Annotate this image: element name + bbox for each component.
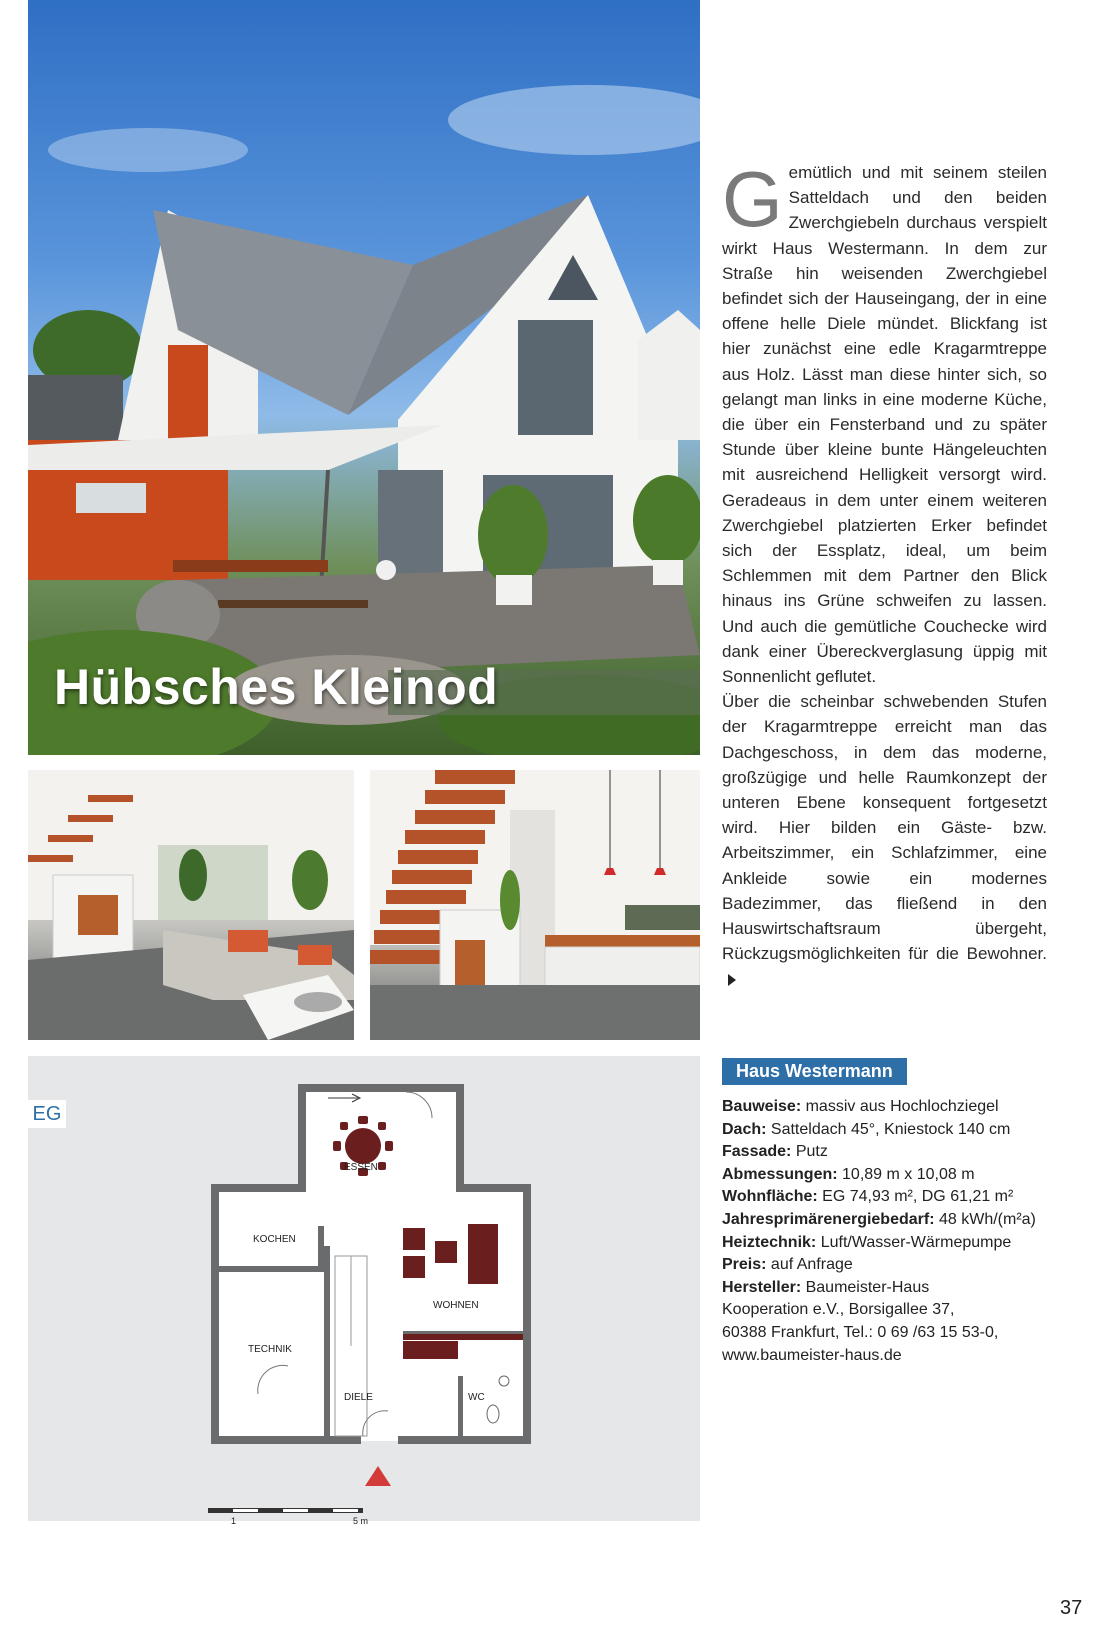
- info-row: [722, 1141, 1052, 1164]
- article-paragraph-1: emütlich und mit seinem steilen Satteldach und den beiden Zwerchgiebeln durchaus verspielt wirkt Haus Westermann. In dem zur Straße hin weisenden Zwerchgiebel befindet sich der Hauseingang, der in eine offene helle Diele mündet. Blickfang ist hier zunächst eine edle Kragarmtreppe aus Holz. Lässt man diese hinter sich, so gelangt man links in eine moderne Küche, die über ein Fensterband und zu später Stunde über kleine bunte Hängeleuchten mit ausreichend Helligkeit versorgt wird. Geradeaus in dem unter einem weiteren Zwerchgiebel platzierten Erker befindet sich der Essplatz, ideal, um beim Schlemmen mit dem Partner den Blick hinaus ins Grüne schweifen zu lassen. Und auch die gemütliche Couchecke wird dank einer Übereckverglasung üppig mit Sonnenlicht geflutet.: [722, 163, 1047, 687]
- info-row-label: Abmessungen:: [722, 1165, 838, 1183]
- info-row: [722, 1277, 1052, 1300]
- info-website: www.baumeister-haus.de: [722, 1346, 902, 1364]
- info-row-label: Hersteller:: [722, 1278, 802, 1296]
- info-row-label: Fassade:: [722, 1143, 792, 1161]
- info-row-value: auf Anfrage: [770, 1256, 853, 1274]
- kitchen-photo: [370, 770, 700, 1040]
- scale-start-label: 1: [231, 1516, 237, 1526]
- living-room-illustration: [28, 770, 354, 1040]
- info-row: [722, 1232, 1052, 1255]
- info-row-label: Heiztechnik:: [722, 1233, 817, 1251]
- living-room-photo: [28, 770, 354, 1040]
- info-row-value: Luft/Wasser-Wärmepumpe: [820, 1233, 1012, 1251]
- info-row-label: Bauweise:: [722, 1098, 802, 1115]
- info-box-list: [722, 1096, 1052, 1367]
- info-row-value: Putz: [795, 1143, 828, 1161]
- info-row: [722, 1209, 1052, 1232]
- hero-photo: [28, 0, 700, 755]
- kitchen-illustration: [370, 770, 700, 1040]
- info-row-value: 10,89 m x 10,08 m: [842, 1165, 975, 1183]
- info-row-label: Wohnfläche:: [722, 1188, 818, 1206]
- info-row-value: Satteldach 45°, Kniestock 140 cm: [770, 1120, 1011, 1138]
- info-row-label: Jahresprimärenergiebedarf:: [722, 1210, 935, 1228]
- info-row: [722, 1119, 1052, 1142]
- room-label-diele: DIELE: [344, 1392, 373, 1403]
- info-address-line-2: 60388 Frankfurt, Tel.: 0 69 /63 15 53-0,: [722, 1323, 999, 1341]
- info-address-line-1: Kooperation e.V., Borsigallee 37,: [722, 1301, 955, 1319]
- scale-end-label: 5 m: [353, 1516, 369, 1526]
- floor-plan: [28, 1056, 700, 1526]
- room-label-kochen: KOCHEN: [253, 1234, 296, 1245]
- info-row-value: massiv aus Hochlochziegel: [805, 1098, 999, 1115]
- info-row-label: Dach:: [722, 1120, 767, 1138]
- info-row: [722, 1164, 1052, 1187]
- room-label-wohnen: WOHNEN: [433, 1300, 479, 1311]
- info-row: [722, 1254, 1052, 1277]
- info-row-value: Baumeister-Haus: [805, 1278, 930, 1296]
- room-label-technik: TECHNIK: [248, 1344, 292, 1355]
- article-paragraph-2-text: Über die scheinbar schwebenden Stufen der Kragarmtreppe erreicht man das Dachgeschoss, in dem das moderne, großzügige und helle Raumkonzept der unteren Ebene konsequent fortgesetzt wird. Hier bilden ein Gäste- bzw. Arbeitszimmer, ein Schlafzimmer, eine Ankleide sowie ein modernes Badezimmer, das fließend in den Hauswirtschaftsraum übergeht, Rückzugsmöglichkeiten für die Bewohner.: [722, 692, 1047, 964]
- end-mark-icon: [728, 974, 736, 986]
- page-number: 37: [1060, 1597, 1083, 1619]
- info-row-label: Preis:: [722, 1256, 767, 1274]
- house-illustration: [28, 0, 700, 755]
- floor-label: EG: [28, 1100, 66, 1128]
- article-body: [722, 155, 1047, 992]
- room-label-wc: WC: [468, 1392, 485, 1403]
- dropcap: G: [722, 155, 783, 243]
- room-label-essen: ESSEN: [344, 1162, 378, 1173]
- info-row-value: 48 kWh/(m²a): [938, 1210, 1036, 1228]
- article-title: Hübsches Kleinod: [54, 659, 499, 715]
- article-paragraph-2: [722, 689, 1047, 991]
- info-row-value: EG 74,93 m², DG 61,21 m²: [822, 1188, 1014, 1206]
- info-row: [722, 1186, 1052, 1209]
- info-row: [722, 1096, 1052, 1119]
- info-box-header: Haus Westermann: [722, 1058, 907, 1085]
- floor-plan-drawing: [28, 1056, 700, 1521]
